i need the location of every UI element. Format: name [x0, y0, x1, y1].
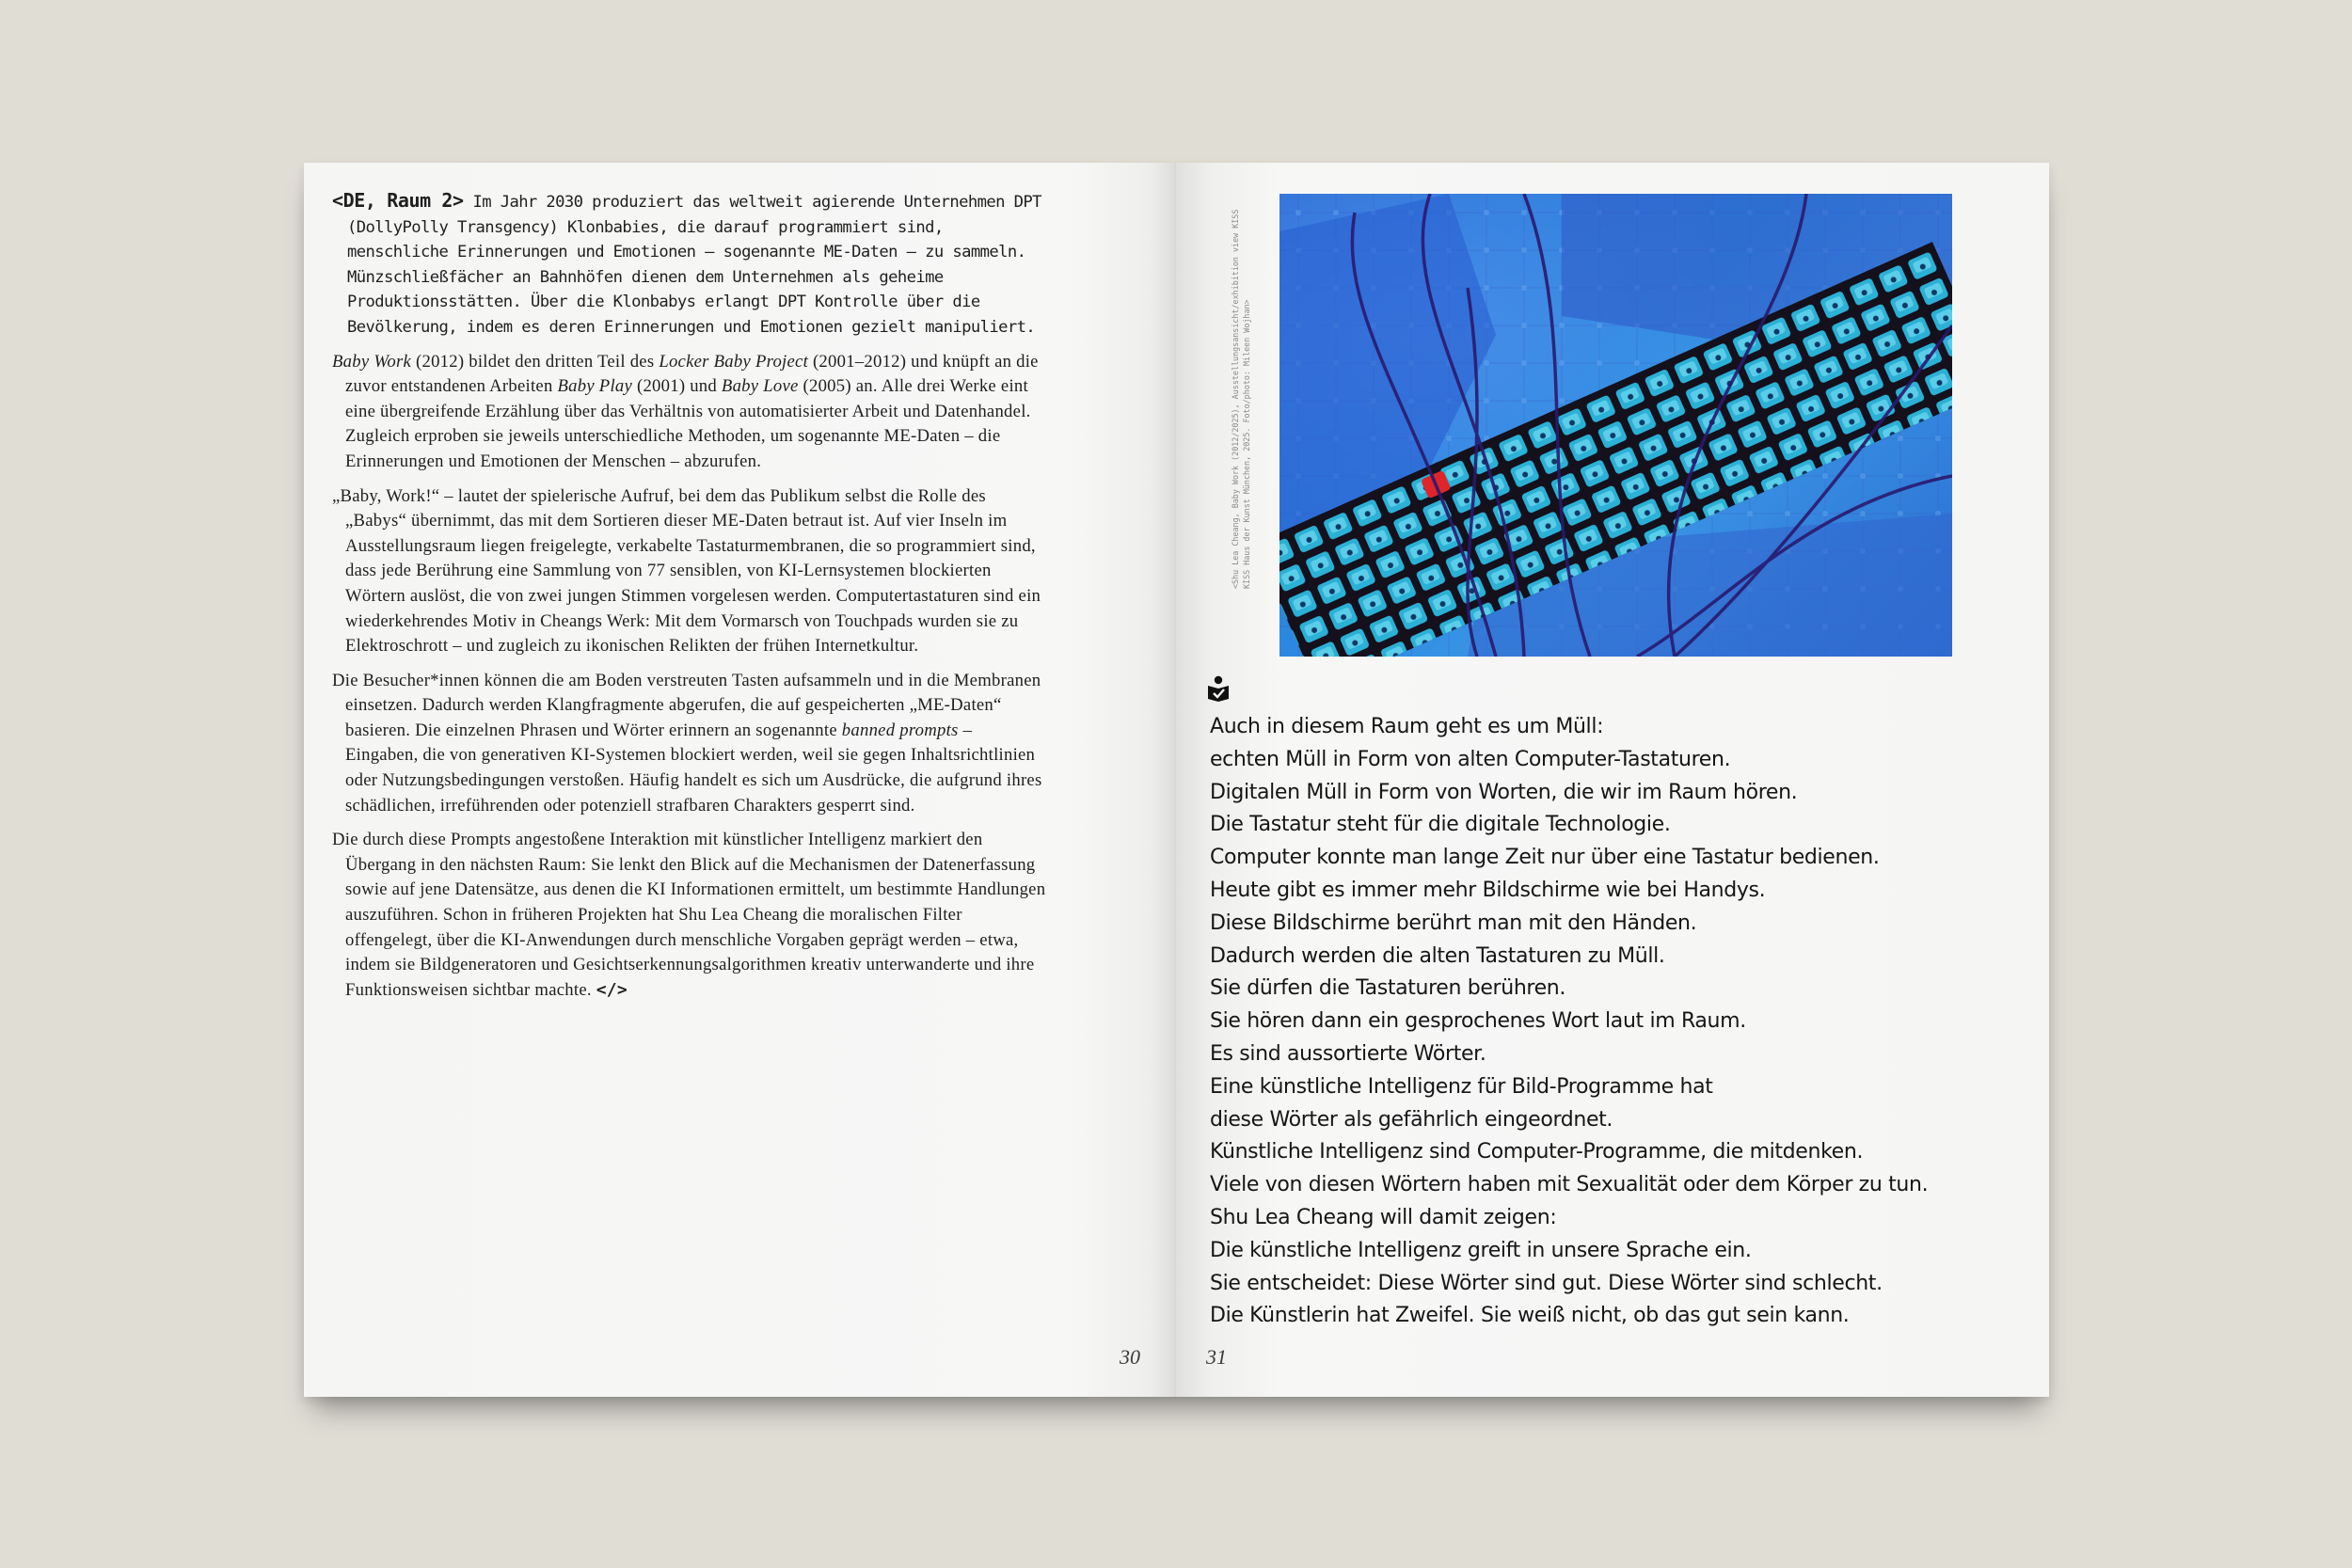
easy-line: Es sind aussortierte Wörter.	[1210, 1041, 1486, 1066]
easy-line: echten Müll in Form von alten Computer-Tastaturen.	[1210, 747, 1731, 771]
easy-line: Sie entscheidet: Diese Wörter sind gut. Diese Wörter sind schlecht.	[1210, 1271, 1883, 1295]
text-span: (2001–2012) und knüpft an die zuvor entstandenen Arbeiten	[345, 351, 1039, 397]
easy-line: Shu Lea Cheang will damit zeigen:	[1210, 1205, 1557, 1229]
end-tag: </>	[596, 979, 628, 1000]
page-number-right: 31	[1206, 1345, 1227, 1369]
easy-line: Die Tastatur steht für die digitale Technologie.	[1210, 813, 1671, 837]
keyboard-photo-illustration	[1279, 194, 1952, 657]
easy-language-reader-icon	[1207, 675, 1230, 702]
book-spread	[304, 163, 2049, 1397]
easy-line: Auch in diesem Raum geht es um Müll:	[1210, 715, 1604, 738]
easy-line: Eine künstliche Intelligenz für Bild-Programme hat	[1210, 1074, 1713, 1099]
easy-line: Dadurch werden die alten Tastaturen zu Müll.	[1210, 943, 1665, 968]
easy-line: Heute gibt es immer mehr Bildschirme wie bei Handys.	[1210, 878, 1766, 902]
section-tag: <DE, Raum 2>	[332, 189, 464, 212]
text-span: Die Besucher*innen können die am Boden verstreuten Tasten aufsammeln und in die Membranen einsetzen. Dadurch werden Klangfragmente abgerufen, die auf gespeicherten „ME-Daten“ basieren. Die einzelnen Phrasen und Wörter erinnern an sogenannte	[332, 670, 1041, 740]
easy-line: Viele von diesen Wörtern haben mit Sexualität oder dem Körper zu tun.	[1210, 1173, 1929, 1197]
title-baby-work: Baby Work	[332, 351, 412, 372]
easy-language-text	[1210, 711, 2010, 1333]
easy-line: diese Wörter als gefährlich eingeordnet.	[1210, 1107, 1613, 1132]
text-span: (2005) an. Alle drei Werke eint eine übergreifende Erzählung über das Verhältnis von automatisierter Arbeit und Datenhandel. Zugleich erproben sie jeweils unterschiedliche Methoden, um sogenannte ME-Daten – die Erinnerungen und Emotionen der Menschen – abzurufen.	[345, 376, 1031, 471]
paragraph-2: „Baby, Work!“ – lautet der spielerische Aufruf, bei dem das Publikum selbst die Rolle des „Babys“ übernimmt, das mit dem Sortieren dieser ME-Daten betraut ist. Auf vier Inseln im Ausstellungsraum liegen freigelegte, verkabelte Tastaturmembranen, die so programmiert sind, dass jede Berührung eine Sammlung von 77 sensiblen, von KI-Lernsystemen blockierten Wörtern auslöst, die von zwei jungen Stimmen vorgelesen werden. Computertastaturen sind ein wiederkehrendes Motiv in Cheangs Werk: Mit dem Vormarsch von Touchpads wurden sie zu Elektroschrott – und zugleich zu ikonischen Relikten der frühen Internetkultur.	[332, 485, 1041, 657]
easy-line: Künstliche Intelligenz sind Computer-Programme, die mitdenken.	[1210, 1140, 1864, 1164]
easy-line: Die künstliche Intelligenz greift in unsere Sprache ein.	[1210, 1238, 1752, 1262]
text-span: – Eingaben, die von generativen KI-Systemen blockiert werden, weil sie gegen Inhaltsrichtlinien oder Nutzungsbedingungen verstoßen. Häufig handelt es sich um Ausdrücke, die aufgrund ihres schädlichen, irreführenden oder potenziell strafbaren Charakters gesperrt sind.	[345, 720, 1042, 816]
easy-line: Digitalen Müll in Form von Worten, die wir im Raum hören.	[1210, 780, 1798, 804]
right-page	[1176, 163, 2049, 1397]
title-baby-play: Baby Play	[557, 376, 633, 397]
paragraph-1	[332, 350, 1047, 475]
easy-line: Sie dürfen die Tastaturen berühren.	[1210, 976, 1566, 1001]
photo-caption	[1230, 194, 1258, 589]
text-span: Die durch diese Prompts angestoßene Interaktion mit künstlicher Intelligenz markiert den Übergang in den nächsten Raum: Sie lenkt den Blick auf die Mechanismen der Datenerfassung sowie auf jene Datensätze, aus denen die KI Informationen ermittelt, um bestimmte Handlungen auszuführen. Schon in früheren Projekten hat Shu Lea Cheang die moralischen Filter offengelegt, über die KI-Anwendungen durch menschliche Vorgaben geprägt werden – etwa, indem sie Bildgeneratoren und Gesichtserkennungsalgorithmen kreativ unterwanderte und ihre Funktionsweisen sichtbar machte.	[332, 830, 1046, 1000]
easy-line: Diese Bildschirme berührt man mit den Händen.	[1210, 911, 1697, 935]
term-banned-prompts: banned prompts	[841, 720, 959, 740]
easy-line: Sie hören dann ein gesprochenes Wort laut im Raum.	[1210, 1009, 1746, 1034]
left-text-column	[332, 188, 1047, 1012]
text-span: (2012) bildet den dritten Teil des	[411, 351, 660, 372]
title-locker-baby-project: Locker Baby Project	[659, 351, 809, 372]
easy-line: Computer konnte man lange Zeit nur über eine Tastatur bedienen.	[1210, 846, 1880, 870]
page-number-left: 30	[1120, 1345, 1140, 1369]
caption-text: <Shu Lea Cheang, Baby Work (2012/2025), Ausstellungsansicht/exhibition view KISS KISS Haus der Kunst München, 2025. Foto/photo: Mileen Wojhan>	[1231, 209, 1251, 589]
text-span: (2001) und	[632, 376, 722, 397]
intro-paragraph	[332, 188, 1047, 341]
paragraph-4	[332, 828, 1047, 1003]
paragraph-3	[332, 669, 1047, 819]
exhibition-photo	[1279, 194, 1952, 657]
intro-text: Im Jahr 2030 produziert das weltweit agierende Unternehmen DPT (DollyPolly Transgency) Klonbabies, die darauf programmiert sind, menschliche Erinnerungen und Emotionen – sogenannte ME-Daten – zu sammeln. Münzschließfächer an Bahnhöfen dienen dem Unternehmen als geheime Produktionsstätten. Über die Klonbabys erlangt DPT Kontrolle über die Bevölkerung, indem es deren Erinnerungen und Emotionen gezielt manipuliert.	[347, 193, 1041, 337]
easy-line: Die Künstlerin hat Zweifel. Sie weiß nicht, ob das gut sein kann.	[1210, 1304, 1850, 1328]
title-baby-love: Baby Love	[721, 376, 799, 397]
left-page	[304, 163, 1176, 1397]
